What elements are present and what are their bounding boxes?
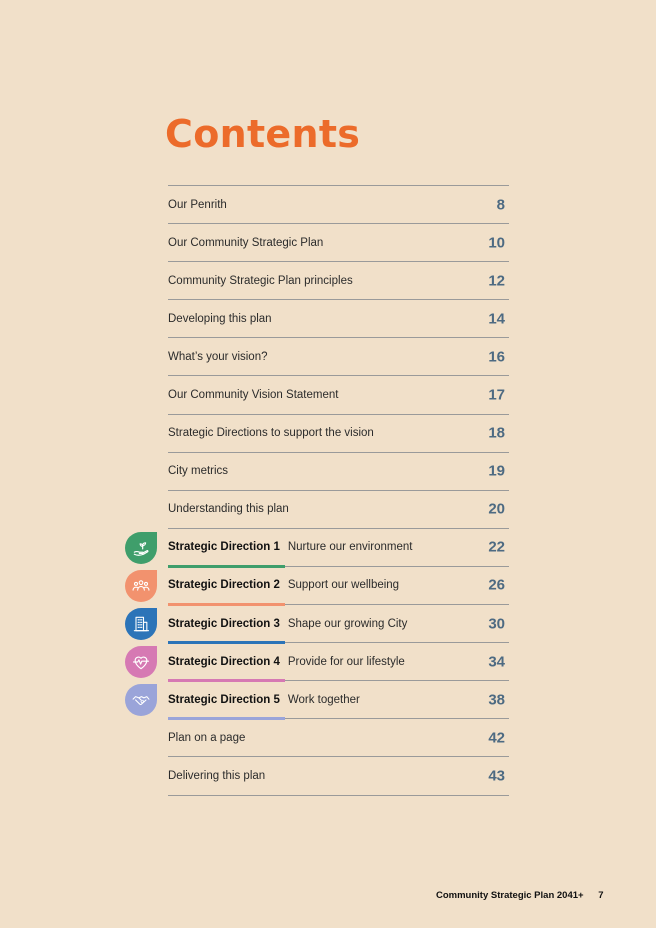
footer-page-number: 7 — [598, 890, 604, 901]
toc-label: Understanding this plan — [168, 503, 289, 516]
strategic-direction-row-1[interactable] — [168, 529, 509, 567]
toc-page-number: 38 — [488, 691, 505, 709]
strategic-direction-row-4[interactable] — [168, 643, 509, 681]
toc-row[interactable] — [168, 415, 509, 453]
toc-label: Community Strategic Plan principles — [168, 274, 353, 287]
toc-page-number: 8 — [496, 196, 505, 214]
toc-page-number: 34 — [488, 653, 505, 671]
toc-row[interactable] — [168, 453, 509, 491]
toc-label: Strategic Directions to support the vision — [168, 427, 374, 440]
toc-label: Delivering this plan — [168, 769, 266, 782]
toc-label: Developing this plan — [168, 312, 272, 325]
direction-label: Strategic Direction 4 — [168, 655, 280, 668]
plant-hand-icon — [125, 532, 157, 564]
direction-title: Provide for our lifestyle — [287, 655, 405, 668]
toc-row[interactable] — [168, 719, 509, 757]
direction-title: Shape our growing City — [287, 617, 408, 630]
toc-row[interactable] — [168, 186, 509, 224]
toc-row[interactable] — [168, 491, 509, 529]
direction-label: Strategic Direction 2 — [168, 579, 280, 592]
toc-label: Our Community Strategic Plan — [168, 236, 324, 249]
toc-page-number: 14 — [488, 310, 505, 328]
strategic-direction-row-5[interactable] — [168, 681, 509, 719]
toc-label: Our Community Vision Statement — [168, 389, 339, 402]
toc-label: Plan on a page — [168, 731, 246, 744]
strategic-direction-row-2[interactable] — [168, 567, 509, 605]
toc-page-number: 19 — [488, 462, 505, 480]
toc-label: What’s your vision? — [168, 350, 268, 363]
toc-page-number: 20 — [488, 500, 505, 518]
page-footer — [436, 890, 604, 901]
page-title: Contents — [165, 112, 361, 156]
toc-page-number: 18 — [488, 424, 505, 442]
toc-page-number: 43 — [488, 767, 505, 785]
direction-label: Strategic Direction 5 — [168, 693, 280, 706]
strategic-direction-row-3[interactable] — [168, 605, 509, 643]
direction-title: Work together — [287, 693, 360, 706]
toc-page-number: 10 — [488, 234, 505, 252]
toc-label: City metrics — [168, 465, 229, 478]
toc-page-number: 22 — [488, 538, 505, 556]
footer-title: Community Strategic Plan 2041+ — [436, 890, 584, 901]
handshake-icon — [125, 684, 157, 716]
toc-row[interactable] — [168, 262, 509, 300]
building-icon — [125, 608, 157, 640]
toc-page-number: 17 — [488, 386, 505, 404]
toc-page-number: 16 — [488, 348, 505, 366]
toc-row[interactable] — [168, 376, 509, 414]
direction-title: Nurture our environment — [287, 541, 413, 554]
toc-label: Our Penrith — [168, 198, 227, 211]
toc-page-number: 26 — [488, 576, 505, 594]
direction-label: Strategic Direction 1 — [168, 541, 280, 554]
toc-page-number: 12 — [488, 272, 505, 290]
toc-row[interactable] — [168, 300, 509, 338]
toc-row[interactable] — [168, 224, 509, 262]
toc-row[interactable] — [168, 757, 509, 795]
heart-pulse-icon — [125, 646, 157, 678]
direction-label: Strategic Direction 3 — [168, 617, 280, 630]
table-of-contents — [168, 185, 509, 796]
direction-title: Support our wellbeing — [287, 579, 400, 592]
toc-page-number: 30 — [488, 615, 505, 633]
toc-page-number: 42 — [488, 729, 505, 747]
people-group-icon — [125, 570, 157, 602]
toc-row[interactable] — [168, 338, 509, 376]
